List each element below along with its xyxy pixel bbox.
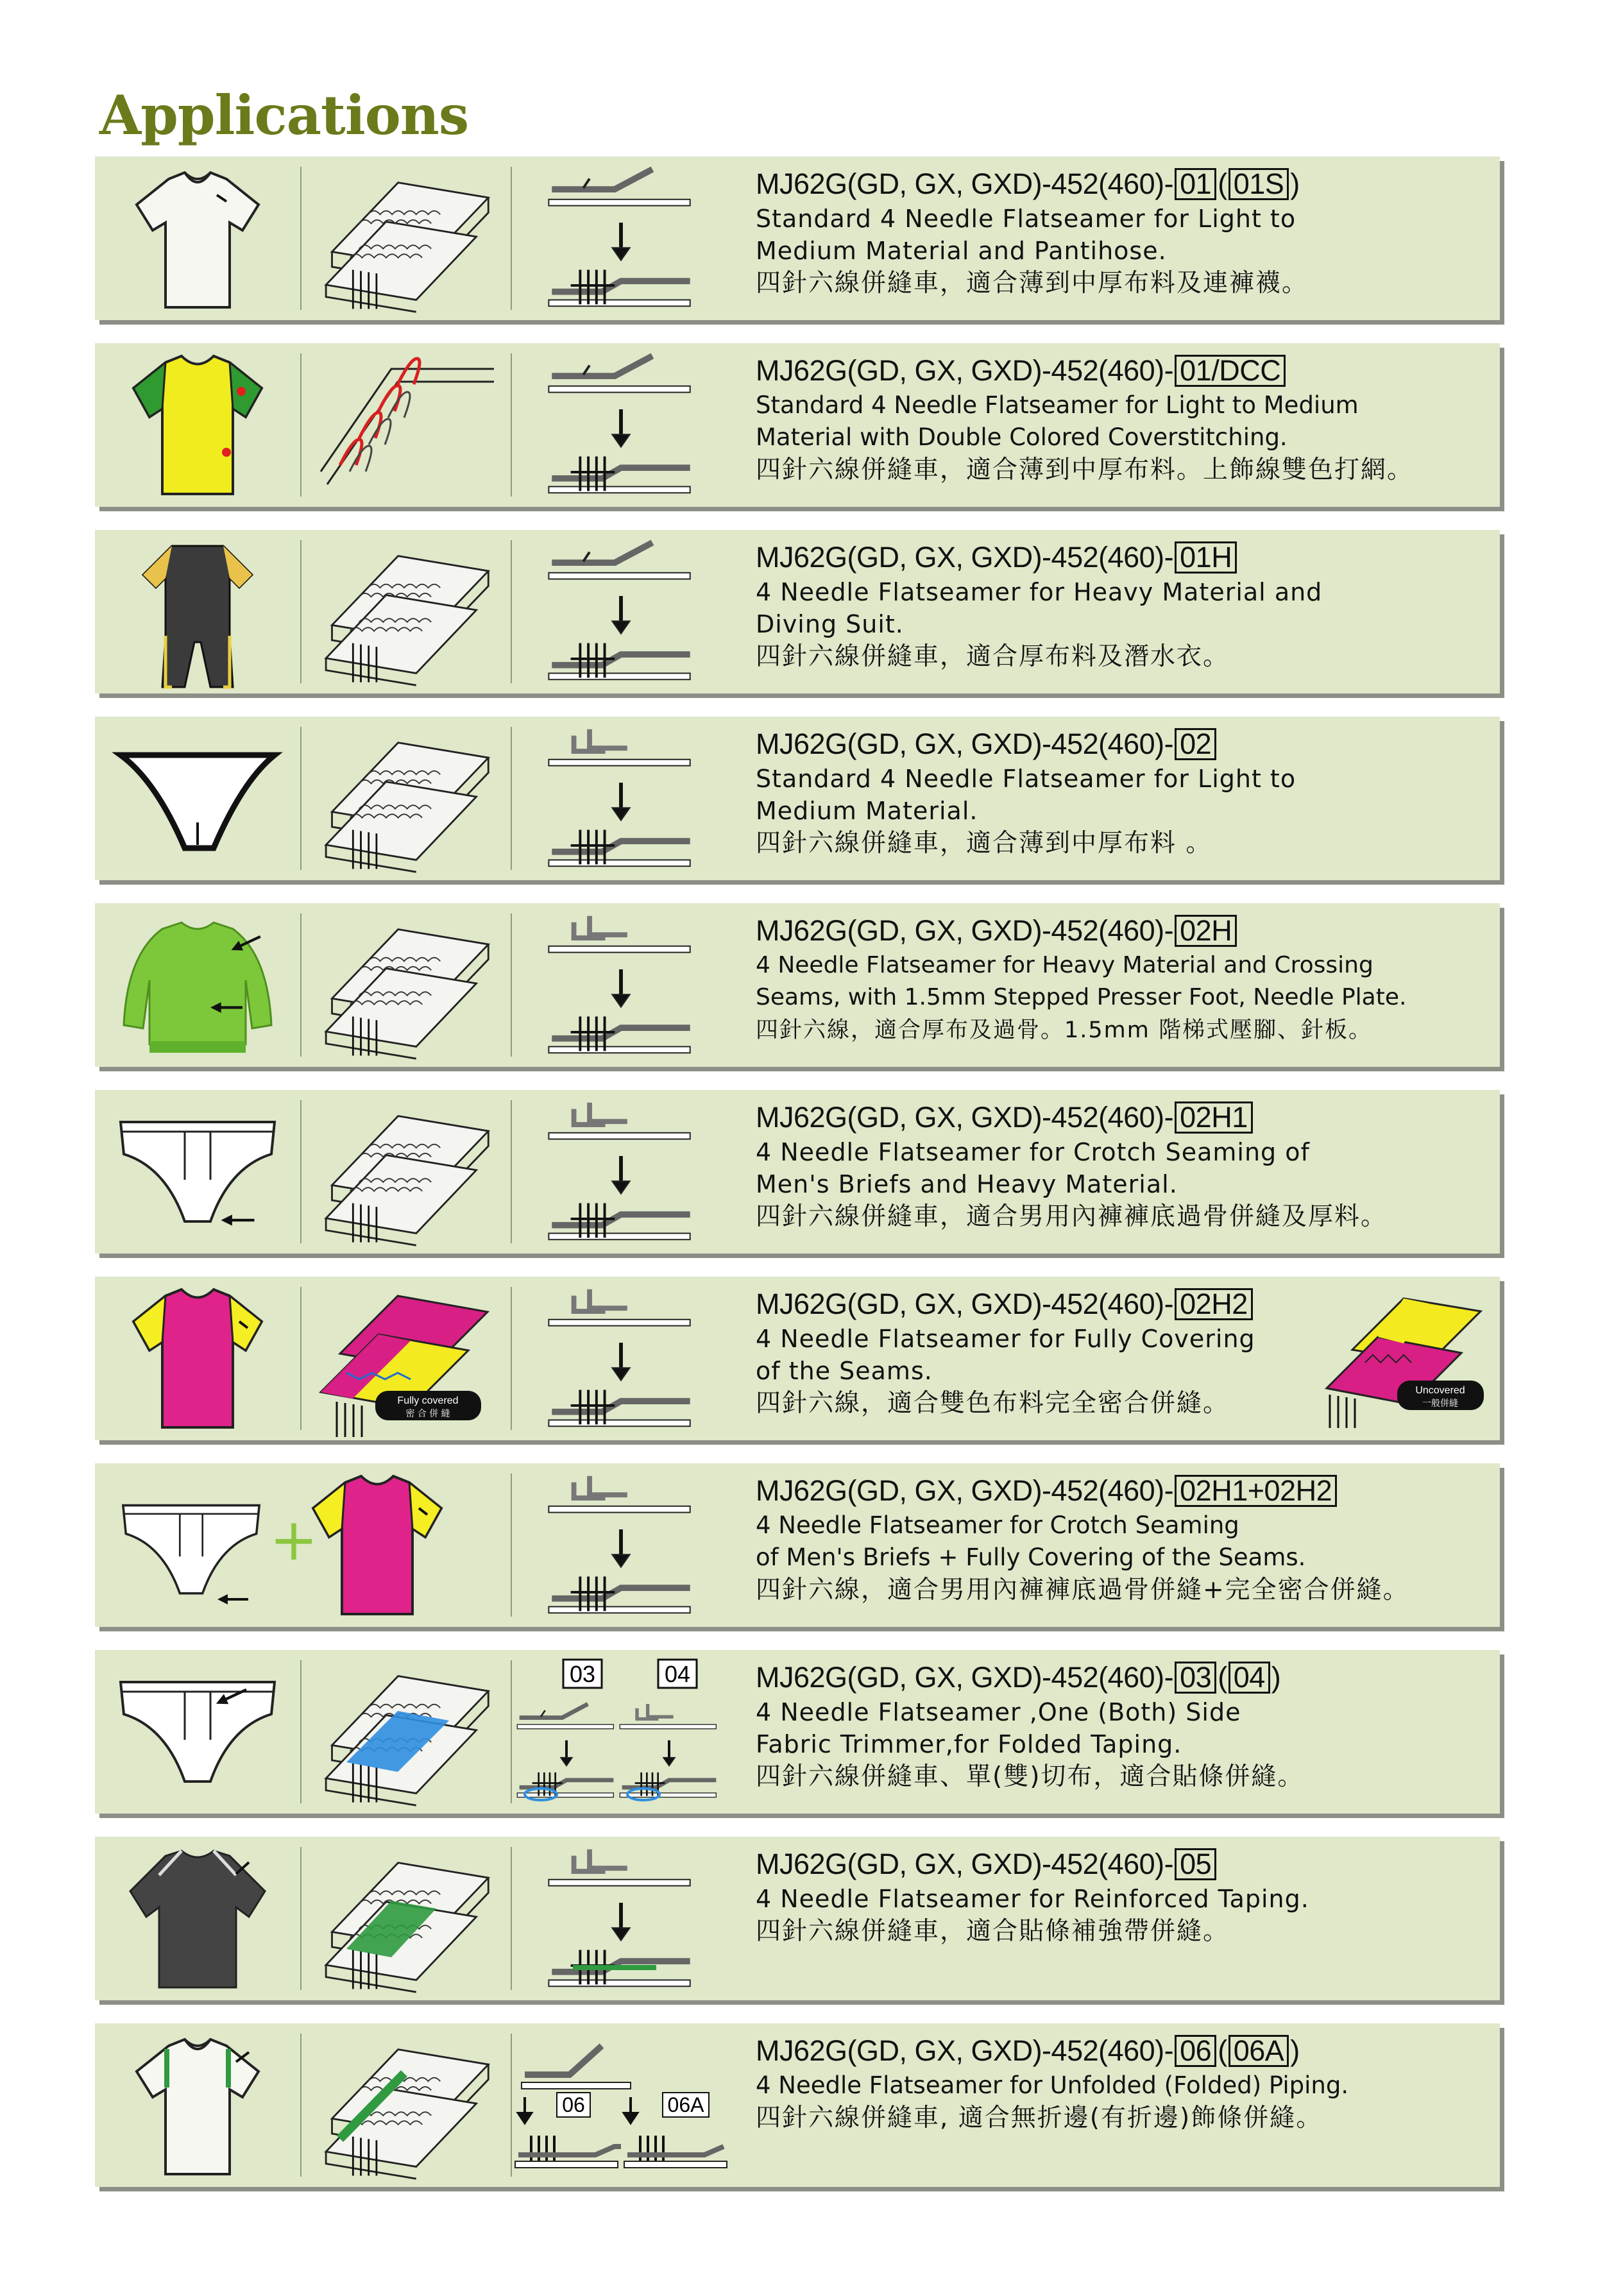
plus-icon: + [269, 1506, 318, 1574]
garment-illustration [95, 530, 300, 693]
model-code: 02H1+02H2 [1175, 1475, 1337, 1507]
fabric-tag-cn: 密 合 併 縫 [405, 1409, 450, 1419]
description-line: 4 Needle Flatseamer for Heavy Material and Crossing [756, 952, 1373, 978]
diagram-label-04: 04 [664, 1661, 691, 1687]
garment-illustration [95, 1463, 510, 1627]
chinese-description: 四針六線併縫車、單(雙)切布，適合貼條併縫。 [756, 1762, 1304, 1791]
application-row-06 [95, 2023, 1500, 2187]
description-line: of the Seams. [756, 1357, 933, 1385]
chinese-description: 四針六線，適合雙色布料完全密合併縫。 [756, 1389, 1230, 1418]
application-row-02 [95, 717, 1500, 880]
garment-illustration [95, 903, 300, 1067]
application-row-01 [95, 157, 1500, 320]
description-line: of Men's Briefs + Fully Covering of the Seams. [756, 1543, 1306, 1571]
model-code: 02H1 [1175, 1101, 1253, 1134]
model-code: 05 [1175, 1848, 1216, 1880]
fabric-illustration [302, 343, 510, 507]
application-row-03-04 [95, 1650, 1500, 1814]
chinese-description: 四針六線併縫車，適合薄到中厚布料 。 [756, 829, 1212, 858]
garment-illustration [95, 1090, 300, 1254]
model-code: 02H [1175, 915, 1237, 947]
chinese-description: 四針六線，適合男用內褲褲底過骨併縫+完全密合併縫。 [756, 1576, 1409, 1604]
side-tag-cn: 一般併縫 [1422, 1399, 1458, 1409]
chinese-description: 四針六線，適合厚布及過骨。1.5mm 階梯式壓腳、針板。 [756, 1017, 1372, 1043]
model-number: MJ62G(GD, GX, GXD)-452(460)- 02H [756, 912, 1487, 949]
description-line: Standard 4 Needle Flatseamer for Light to [756, 765, 1296, 793]
model-number: MJ62G(GD, GX, GXD)-452(460)- 01H [756, 539, 1487, 576]
model-number: MJ62G(GD, GX, GXD)-452(460)- 03 ( 04 ) [756, 1661, 1281, 1694]
fabric-illustration [302, 1090, 510, 1254]
model-alt-code: 06A [1228, 2035, 1289, 2067]
description-line: Standard 4 Needle Flatseamer for Light to [756, 205, 1296, 233]
model-number: MJ62G(GD, GX, GXD)-452(460)- 01 ( 01S ) [756, 167, 1300, 200]
model-number: MJ62G(GD, GX, GXD)-452(460)- 02H1+02H2 [756, 1472, 1487, 1509]
garment-illustration [95, 343, 300, 507]
fabric-illustration [302, 530, 510, 693]
chinese-description: 四針六線併縫車，適合厚布料及潛水衣。 [756, 642, 1230, 671]
garment-illustration [95, 717, 300, 880]
seam-diagram [512, 1463, 733, 1627]
fabric-illustration [302, 157, 510, 320]
model-code: 01 [1175, 168, 1216, 200]
chinese-description: 四針六線併縫車，適合貼條補強帶併縫。 [756, 1917, 1230, 1946]
application-row-02h1 [95, 1090, 1500, 1254]
garment-illustration [95, 2023, 300, 2187]
chinese-description: 四針六線併縫車, 適合無折邊(有折邊)飾條併縫。 [756, 2104, 1323, 2132]
chinese-description: 四針六線併縫車，適合薄到中厚布料及連褲襪。 [756, 269, 1309, 298]
diagram-label-06a: 06A [667, 2093, 704, 2116]
description-line: 4 Needle Flatseamer for Unfolded (Folded) Piping. [756, 2071, 1349, 2099]
description-line: 4 Needle Flatseamer ,One (Both) Side [756, 1698, 1241, 1726]
model-code: 02H2 [1175, 1288, 1253, 1320]
model-code: 03 [1175, 1662, 1216, 1694]
description-line: Standard 4 Needle Flatseamer for Light to Medium [756, 391, 1359, 419]
page-title: Applications [99, 83, 469, 147]
seam-diagram [512, 157, 733, 320]
model-code: 06 [1175, 2035, 1216, 2067]
fabric-tag-en: Fully covered [397, 1395, 459, 1406]
model-number: MJ62G(GD, GX, GXD)-452(460)- 02 [756, 726, 1487, 763]
application-row-02h [95, 903, 1500, 1067]
description-line: 4 Needle Flatseamer for Fully Covering [756, 1325, 1255, 1353]
garment-illustration [95, 1650, 300, 1814]
description-line: Seams, with 1.5mm Stepped Presser Foot, Needle Plate. [756, 984, 1407, 1010]
seam-diagram [512, 1650, 733, 1814]
garment-illustration [95, 1277, 300, 1440]
description-line: 4 Needle Flatseamer for Reinforced Taping. [756, 1885, 1309, 1913]
garment-illustration [95, 1837, 300, 2000]
fabric-illustration [302, 1837, 510, 2000]
seam-diagram [512, 717, 733, 880]
application-row-02h2 [95, 1277, 1500, 1440]
description-line: Material with Double Colored Coverstitching. [756, 423, 1288, 451]
diagram-label-06: 06 [562, 2093, 585, 2116]
fabric-illustration [302, 717, 510, 880]
fabric-illustration [302, 1650, 510, 1814]
seam-diagram [512, 343, 733, 507]
side-tag-en: Uncovered [1415, 1385, 1465, 1396]
chinese-description: 四針六線併縫車，適合薄到中厚布料。上飾線雙色打網。 [756, 455, 1414, 484]
description-line: Men's Briefs and Heavy Material. [756, 1170, 1178, 1198]
seam-diagram [512, 2023, 733, 2187]
application-row-01dcc [95, 343, 1500, 507]
model-alt-code: 01S [1228, 168, 1289, 200]
model-number: MJ62G(GD, GX, GXD)-452(460)- 02H1 [756, 1099, 1487, 1136]
uncovered-illustration [1314, 1292, 1487, 1433]
model-number: MJ62G(GD, GX, GXD)-452(460)- 01/DCC [756, 352, 1487, 389]
seam-diagram [512, 530, 733, 693]
fabric-illustration [302, 1277, 510, 1440]
diagram-label-03: 03 [569, 1661, 596, 1687]
description-line: 4 Needle Flatseamer for Crotch Seaming of [756, 1138, 1310, 1166]
model-code: 01/DCC [1175, 355, 1286, 387]
description-line: Medium Material and Pantihose. [756, 237, 1167, 265]
model-number: MJ62G(GD, GX, GXD)-452(460)- 02H2 [756, 1286, 1288, 1323]
application-row-02h1-02h2 [95, 1463, 1500, 1627]
seam-diagram [512, 1277, 733, 1440]
model-number: MJ62G(GD, GX, GXD)-452(460)- 06 ( 06A ) [756, 2034, 1300, 2067]
seam-diagram [512, 903, 733, 1067]
model-code: 02 [1175, 728, 1216, 760]
model-code: 01H [1175, 541, 1237, 574]
fabric-illustration [302, 903, 510, 1067]
model-number: MJ62G(GD, GX, GXD)-452(460)- 05 [756, 1846, 1487, 1883]
description-line: Fabric Trimmer,for Folded Taping. [756, 1730, 1182, 1758]
seam-diagram [512, 1090, 733, 1254]
seam-diagram [512, 1837, 733, 2000]
description-line: Medium Material. [756, 797, 978, 825]
garment-illustration [95, 157, 300, 320]
application-row-01h [95, 530, 1500, 693]
description-line: Diving Suit. [756, 610, 904, 638]
description-line: 4 Needle Flatseamer for Crotch Seaming [756, 1511, 1239, 1539]
model-alt-code: 04 [1228, 1662, 1270, 1694]
description-line: 4 Needle Flatseamer for Heavy Material and [756, 578, 1323, 606]
chinese-description: 四針六線併縫車，適合男用內褲褲底過骨併縫及厚料。 [756, 1202, 1388, 1231]
application-row-05 [95, 1837, 1500, 2000]
fabric-illustration [302, 2023, 510, 2187]
